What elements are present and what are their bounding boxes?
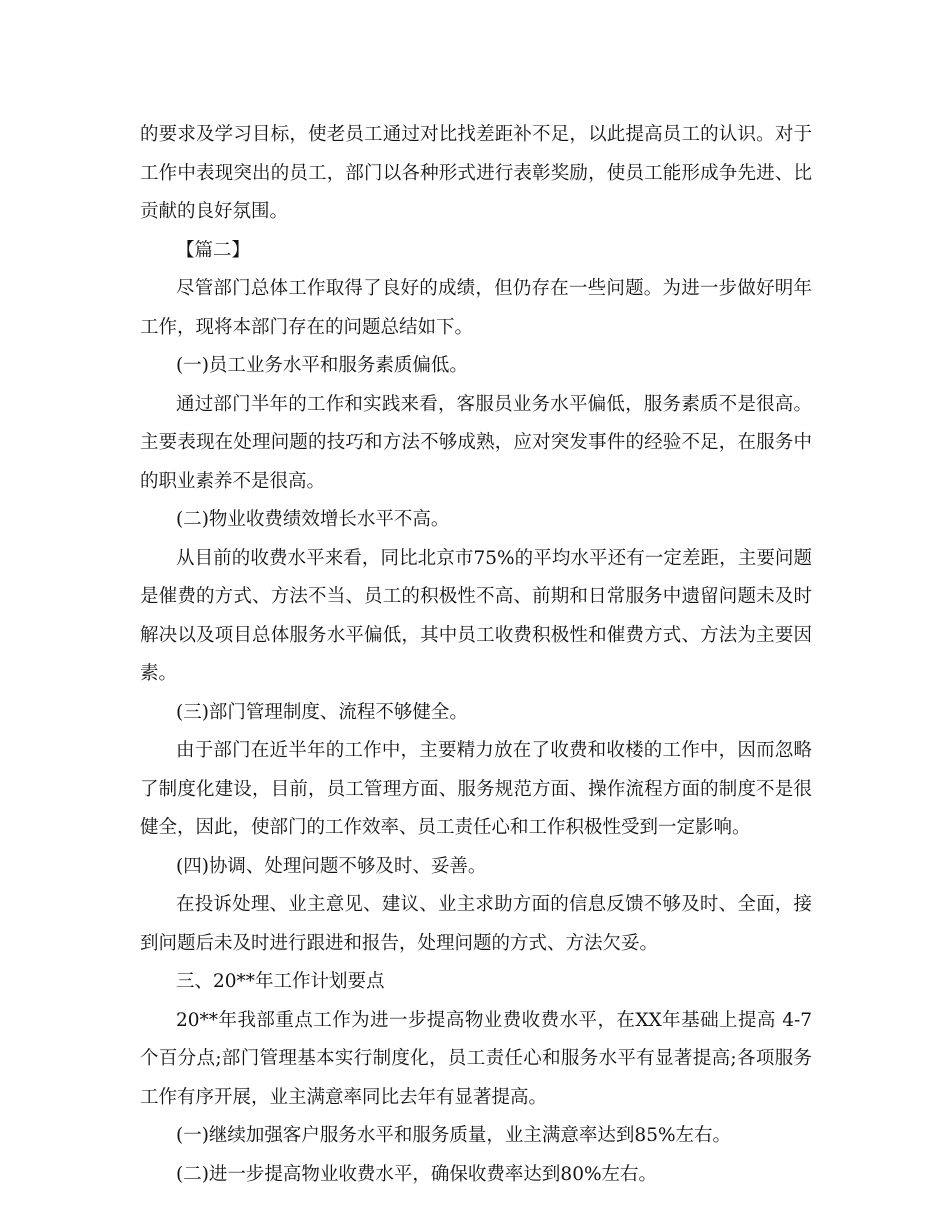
text-line: 到问题后未及时进行跟进和报告，处理问题的方式、方法欠妥。	[140, 932, 659, 954]
document-body	[140, 116, 812, 1194]
text-line: 从目前的收费水平来看，同比北京市75%的平均水平还有一定差距，主要问题	[176, 547, 812, 569]
text-line: 素。	[140, 663, 178, 684]
text-line: 的职业素养不是很高。	[140, 470, 326, 492]
text-line: 三、20**年工作计划要点	[176, 971, 385, 992]
text-line: (三)部门管理制度、流程不够健全。	[176, 701, 468, 723]
text-line: 个百分点;部门管理基本实行制度化，员工责任心和服务水平有显著提高;各项服务	[140, 1048, 812, 1069]
text-line: 工作有序开展，业主满意率同比去年有显著提高。	[140, 1086, 548, 1108]
text-line: (二)物业收费绩效增长水平不高。	[176, 509, 450, 530]
text-line: 【篇二】	[176, 239, 251, 261]
text-line: (二)进一步提高物业收费水平，确保收费率达到80%左右。	[176, 1163, 658, 1185]
text-line: 健全，因此，使部门的工作效率、员工责任心和工作积极性受到一定影响。	[140, 817, 751, 838]
text-line: 工作中表现突出的员工，部门以各种形式进行表彰奖励，使员工能形成争先进、比	[140, 162, 812, 184]
text-line: 的要求及学习目标，使老员工通过对比找差距补不足，以此提高员工的认识。对于	[140, 124, 812, 145]
text-line: (一)员工业务水平和服务素质偏低。	[176, 355, 468, 376]
text-line: 20**年我部重点工作为进一步提高物业费收费水平，在XX年基础上提高 4-7	[176, 1009, 812, 1031]
text-line: 通过部门半年的工作和实践来看，客服员业务水平偏低，服务素质不是很高。	[176, 393, 812, 415]
text-line: 由于部门在近半年的工作中，主要精力放在了收费和收楼的工作中，因而忽略	[176, 740, 812, 761]
text-line: 工作，现将本部门存在的问题总结如下。	[140, 316, 474, 338]
text-line: 解决以及项目总体服务水平偏低，其中员工收费积极性和催费方式、方法为主要因	[140, 624, 812, 646]
text-line: (四)协调、处理问题不够及时、妥善。	[176, 855, 487, 877]
text-line: (一)继续加强客户服务水平和服务质量，业主满意率达到85%左右。	[176, 1125, 732, 1146]
text-line: 尽管部门总体工作取得了良好的成绩，但仍存在一些问题。为进一步做好明年	[176, 278, 812, 299]
text-line: 了制度化建设，目前，员工管理方面、服务规范方面、操作流程方面的制度不是很	[140, 778, 812, 800]
text-line: 贡献的良好氛围。	[140, 201, 289, 222]
text-line: 在投诉处理、业主意见、建议、业主求助方面的信息反馈不够及时、全面，接	[176, 894, 812, 915]
text-line: 是催费的方式、方法不当、员工的积极性不高、前期和日常服务中遗留问题未及时	[140, 586, 812, 607]
text-line: 主要表现在处理问题的技巧和方法不够成熟，应对突发事件的经验不足，在服务中	[140, 432, 812, 453]
